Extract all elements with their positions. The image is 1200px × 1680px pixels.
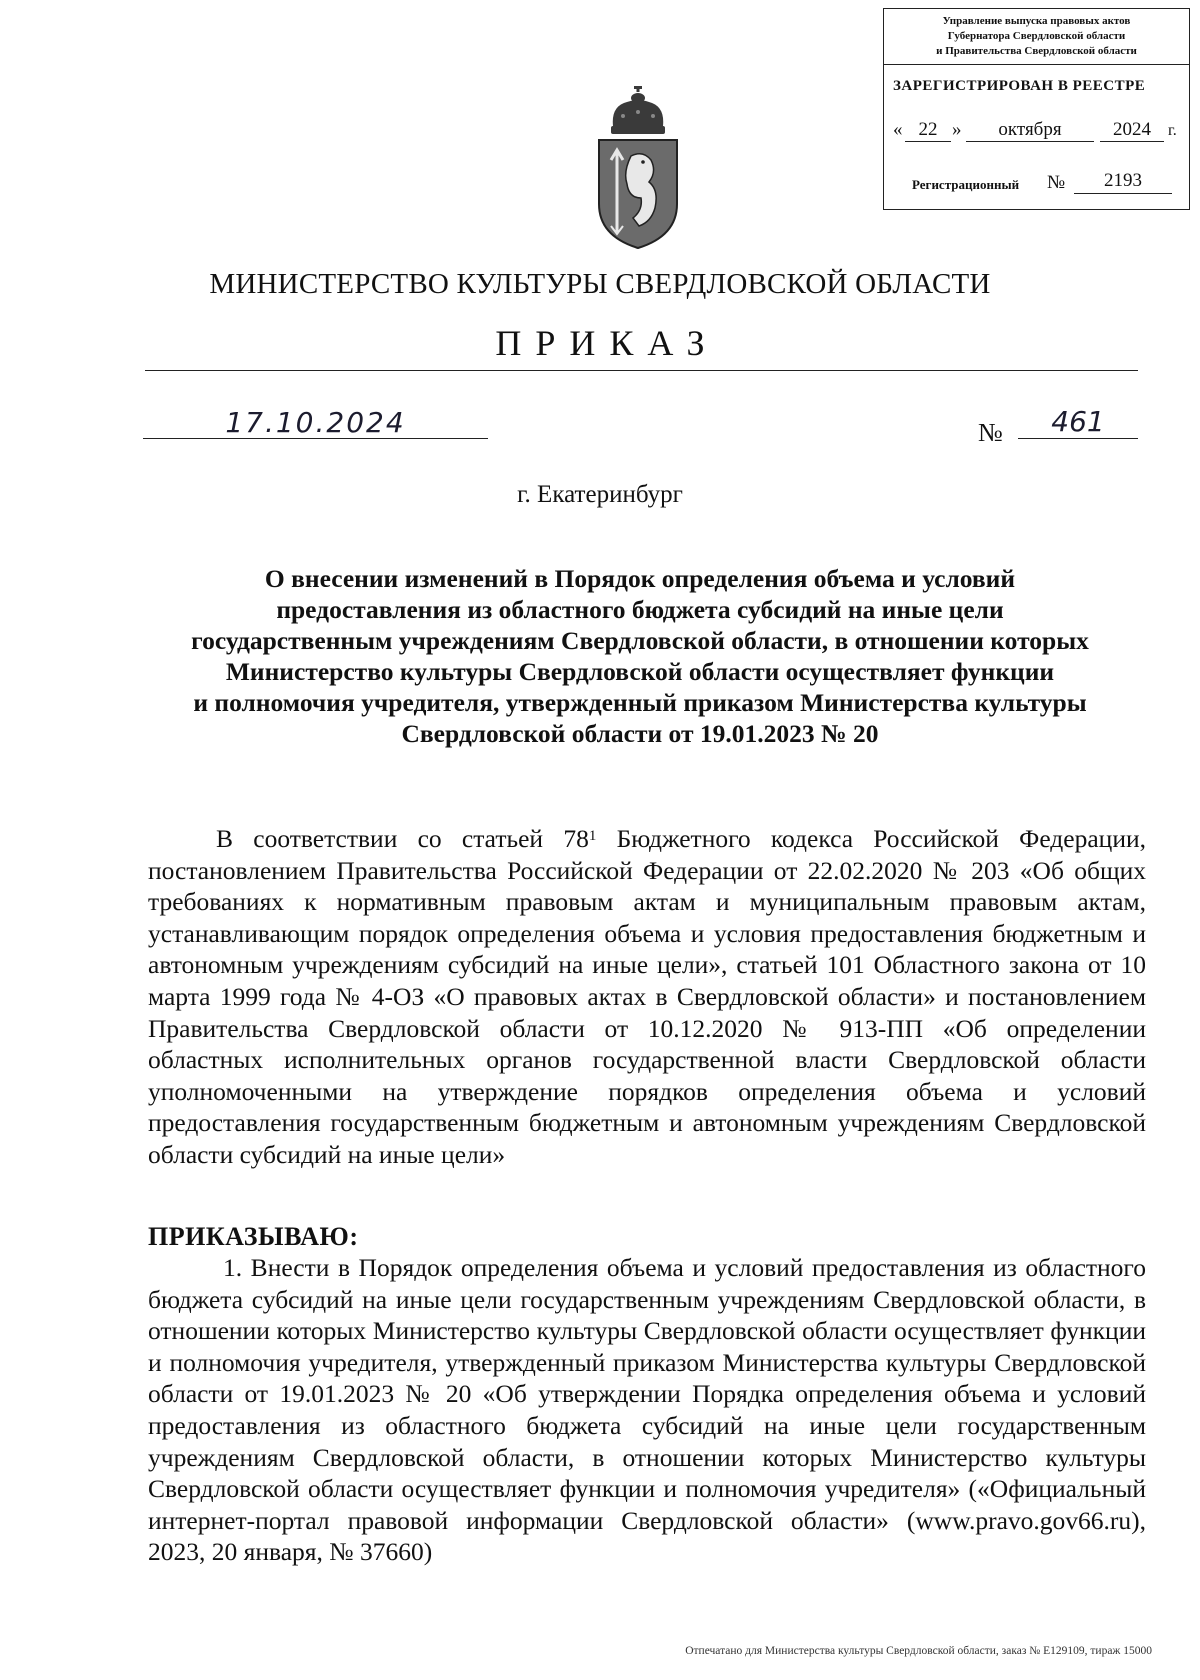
stamp-header-line: Управление выпуска правовых актов bbox=[942, 15, 1131, 27]
document-title bbox=[130, 563, 1150, 749]
title-line: Министерство культуры Свердловской области осуществляет функции bbox=[225, 657, 1055, 686]
title-line: и полномочия учредителя, утвержденный приказом Министерства культуры bbox=[193, 688, 1087, 717]
print-footer: Отпечатано для Министерства культуры Свердловской области, заказ № Е129109, тираж 15000 bbox=[685, 1645, 1152, 1657]
stamp-registered-label: ЗАРЕГИСТРИРОВАН В РЕЕСТРЕ bbox=[893, 78, 1146, 94]
preamble-rest: Бюджетного кодекса Российской Федерации, постановлением Правительства Российской Федерации от 22.02.2020 № 203 «Об общих требованиях к нормативным правовым актам и муниципальным правовым актам, устанавливающим порядок определения объема и условия предоставления бюджетным и автономным учреждениям субсидий на иные цели», статьей 101 Областного закона от 10 марта 1999 года № 4-ОЗ «О правовых актах в Свердловской области» и постановлением Правительства Свердловской области от 10.12.2020 № 913-ПП «Об определении областных исполнительных органов государственной власти Свердловской области уполномоченными на утверждение порядков определения объема и условий предоставления государственным бюджетным и автономным учреждениям Свердловской области субсидий на иные цели» bbox=[148, 824, 1146, 1169]
preamble-start: В соответствии со статьей 78 bbox=[216, 824, 589, 853]
stamp-year-suffix: г. bbox=[1168, 122, 1177, 139]
stamp-header-line: и Правительства Свердловской области bbox=[936, 45, 1137, 57]
stamp-number-sign: № bbox=[1047, 172, 1066, 193]
stamp-quote-open: « bbox=[893, 119, 903, 140]
order-word: ПРИКАЗЫВАЮ: bbox=[148, 1222, 359, 1251]
title-line: государственным учреждениям Свердловской области, в отношении которых bbox=[191, 626, 1089, 655]
stamp-header-line: Губернатора Свердловской области bbox=[947, 30, 1126, 42]
title-line: Свердловской области от 19.01.2023 № 20 bbox=[401, 719, 879, 748]
article-superscript: 1 bbox=[588, 828, 597, 844]
stamp-reg-number: 2193 bbox=[1074, 169, 1172, 194]
stamp-year: 2024 bbox=[1100, 119, 1164, 142]
title-line: предоставления из областного бюджета субсидий на иные цели bbox=[276, 595, 1004, 624]
stamp-header bbox=[884, 9, 1189, 65]
registration-stamp bbox=[883, 8, 1190, 210]
stamp-quote-close: » bbox=[952, 119, 962, 140]
stamp-day: 22 bbox=[905, 119, 951, 142]
document-type: ПРИКАЗ bbox=[495, 323, 719, 363]
city: г. Екатеринбург bbox=[517, 481, 683, 508]
stamp-reg-label: Регистрационный bbox=[912, 177, 1020, 192]
stamp-month: октября bbox=[966, 119, 1094, 142]
stamp-date bbox=[893, 119, 1183, 145]
ministry-name: МИНИСТЕРСТВО КУЛЬТУРЫ СВЕРДЛОВСКОЙ ОБЛАСТИ bbox=[209, 268, 991, 300]
title-line: О внесении изменений в Порядок определения объема и условий bbox=[264, 564, 1016, 593]
order-number-handwritten: 461 bbox=[1018, 405, 1138, 439]
preamble-paragraph bbox=[148, 823, 1146, 1171]
order-date-handwritten: 17.10.2024 bbox=[143, 408, 488, 439]
sverdlovsk-coat-of-arms-icon bbox=[593, 86, 683, 250]
header-divider bbox=[145, 370, 1138, 371]
clause-1-paragraph: 1. Внести в Порядок определения объема и условий предоставления из областного бюджета субсидий на иные цели государственным учреждениям Свердловской области, в отношении которых Министерство культуры Свердловской области осуществляет функции и полномочия учредителя, утвержденный приказом Министерства культуры Свердловской области от 19.01.2023 № 20 «Об утверждении Порядка определения объема и условий предоставления из областного бюджета субсидий на иные цели государственным учреждениям Свердловской области, в отношении которых Министерство культуры Свердловской области осуществляет функции и полномочия учредителя» («Официальный интернет-портал правовой информации Свердловской области» (www.pravo.gov66.ru), 2023, 20 января, № 37660) bbox=[148, 1253, 1146, 1567]
order-number-sign: № bbox=[978, 418, 1003, 447]
